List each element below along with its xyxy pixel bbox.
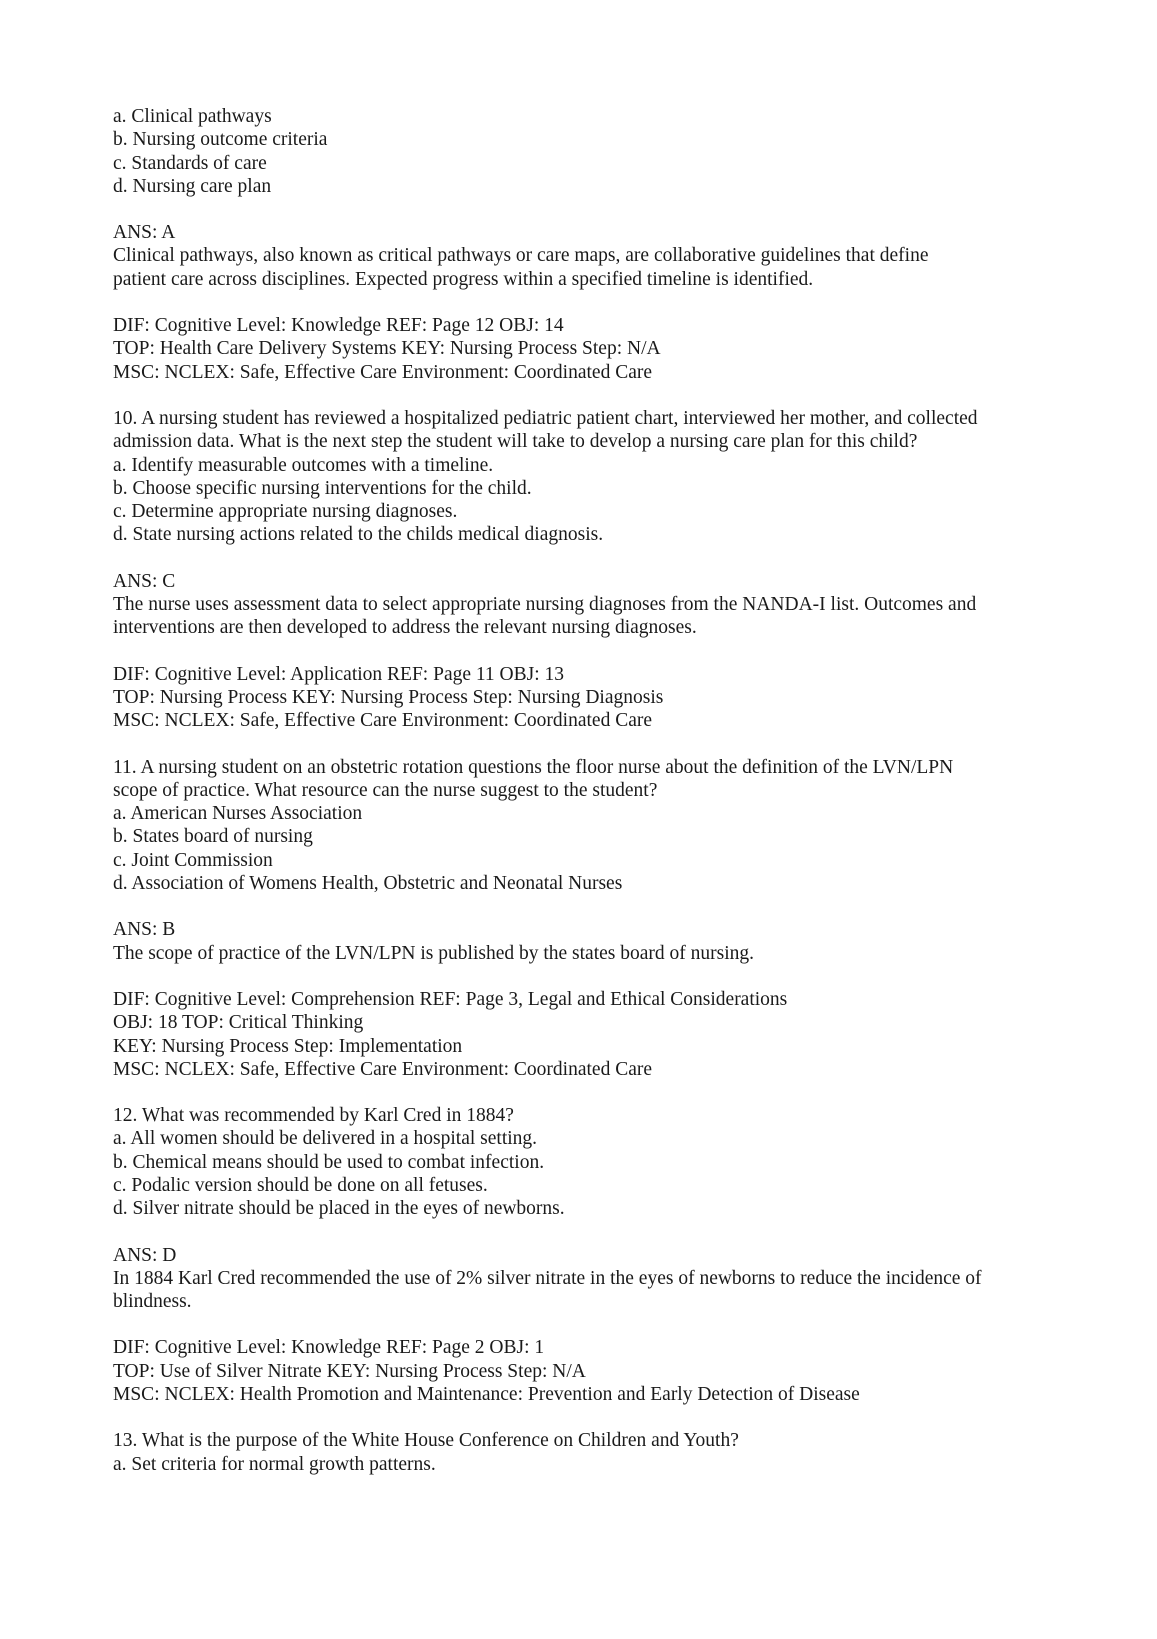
option-c: c. Joint Commission: [113, 849, 273, 871]
option-a: a. All women should be delivered in a hospital setting.: [113, 1128, 538, 1150]
option-d: d. Association of Womens Health, Obstetric and Neonatal Nurses: [113, 873, 623, 895]
question-text: scope of practice. What resource can the nurse suggest to the student?: [113, 779, 658, 801]
rationale-line: blindness.: [113, 1291, 192, 1313]
meta-line: DIF: Cognitive Level: Application REF: Page 11 OBJ: 13: [113, 663, 565, 685]
q9-answer-block: [113, 221, 1053, 291]
meta-line: TOP: Health Care Delivery Systems KEY: Nursing Process Step: N/A: [113, 338, 661, 360]
meta-line: MSC: NCLEX: Safe, Effective Care Environment: Coordinated Care: [113, 710, 653, 732]
meta-line: DIF: Cognitive Level: Comprehension REF: Page 3, Legal and Ethical Considerations: [113, 988, 788, 1010]
option-a: a. American Nurses Association: [113, 803, 363, 825]
meta-line: TOP: Use of Silver Nitrate KEY: Nursing Process Step: N/A: [113, 1360, 586, 1382]
meta-line: MSC: NCLEX: Safe, Effective Care Environment: Coordinated Care: [113, 361, 653, 383]
option-a: a. Identify measurable outcomes with a timeline.: [113, 454, 494, 476]
meta-line: DIF: Cognitive Level: Knowledge REF: Page 12 OBJ: 14: [113, 315, 564, 337]
q10-question-block: [113, 407, 1053, 547]
q10-answer-block: [113, 570, 1053, 640]
q11-question-block: [113, 756, 1053, 896]
question-text: 12. What was recommended by Karl Cred in 1884?: [113, 1105, 514, 1127]
option-b: b. Choose specific nursing interventions for the child.: [113, 477, 532, 499]
document-page: [113, 105, 1053, 1499]
option-d: d. Nursing care plan: [113, 175, 272, 197]
option-b: b. Nursing outcome criteria: [113, 129, 328, 151]
question-text: 11. A nursing student on an obstetric rotation questions the floor nurse about the definition of the LVN/LPN: [113, 756, 954, 778]
meta-line: MSC: NCLEX: Safe, Effective Care Environment: Coordinated Care: [113, 1058, 653, 1080]
option-d: d. State nursing actions related to the childs medical diagnosis.: [113, 524, 604, 546]
question-text: admission data. What is the next step the student will take to develop a nursing care plan for this child?: [113, 431, 918, 453]
q9-meta: [113, 314, 1053, 384]
rationale-line: In 1884 Karl Cred recommended the use of 2% silver nitrate in the eyes of newborns to reduce the incidence of: [113, 1267, 982, 1289]
question-text: 13. What is the purpose of the White House Conference on Children and Youth?: [113, 1430, 739, 1452]
answer-key: ANS: C: [113, 570, 176, 592]
option-b: b. Chemical means should be used to combat infection.: [113, 1151, 545, 1173]
rationale-line: patient care across disciplines. Expected progress within a specified timeline is identified.: [113, 268, 814, 290]
q9-options: [113, 105, 1053, 198]
meta-line: TOP: Nursing Process KEY: Nursing Process Step: Nursing Diagnosis: [113, 686, 664, 708]
rationale-line: Clinical pathways, also known as critical pathways or care maps, are collaborative guidelines that define: [113, 245, 929, 267]
meta-line: MSC: NCLEX: Health Promotion and Maintenance: Prevention and Early Detection of Disease: [113, 1384, 860, 1406]
option-c: c. Determine appropriate nursing diagnoses.: [113, 501, 458, 523]
q11-answer-block: [113, 918, 1053, 965]
meta-line: KEY: Nursing Process Step: Implementation: [113, 1035, 463, 1057]
answer-key: ANS: D: [113, 1244, 177, 1266]
option-b: b. States board of nursing: [113, 826, 313, 848]
q10-meta: [113, 663, 1053, 733]
answer-key: ANS: A: [113, 222, 176, 244]
q11-meta: [113, 988, 1053, 1081]
q12-meta: [113, 1336, 1053, 1406]
meta-line: OBJ: 18 TOP: Critical Thinking: [113, 1012, 364, 1034]
option-c: c. Podalic version should be done on all fetuses.: [113, 1174, 488, 1196]
option-a: a. Set criteria for normal growth patterns.: [113, 1453, 436, 1475]
option-a: a. Clinical pathways: [113, 106, 272, 127]
q12-answer-block: [113, 1244, 1053, 1314]
option-d: d. Silver nitrate should be placed in the eyes of newborns.: [113, 1198, 565, 1220]
q13-question-block: [113, 1429, 1053, 1476]
q12-question-block: [113, 1104, 1053, 1220]
rationale-line: The nurse uses assessment data to select appropriate nursing diagnoses from the NANDA-I list. Outcomes and: [113, 594, 977, 616]
option-c: c. Standards of care: [113, 152, 267, 174]
rationale-line: interventions are then developed to address the relevant nursing diagnoses.: [113, 617, 697, 639]
question-text: 10. A nursing student has reviewed a hospitalized pediatric patient chart, interviewed her mother, and collected: [113, 407, 978, 429]
answer-key: ANS: B: [113, 919, 176, 941]
meta-line: DIF: Cognitive Level: Knowledge REF: Page 2 OBJ: 1: [113, 1337, 545, 1359]
rationale-line: The scope of practice of the LVN/LPN is published by the states board of nursing.: [113, 942, 755, 964]
